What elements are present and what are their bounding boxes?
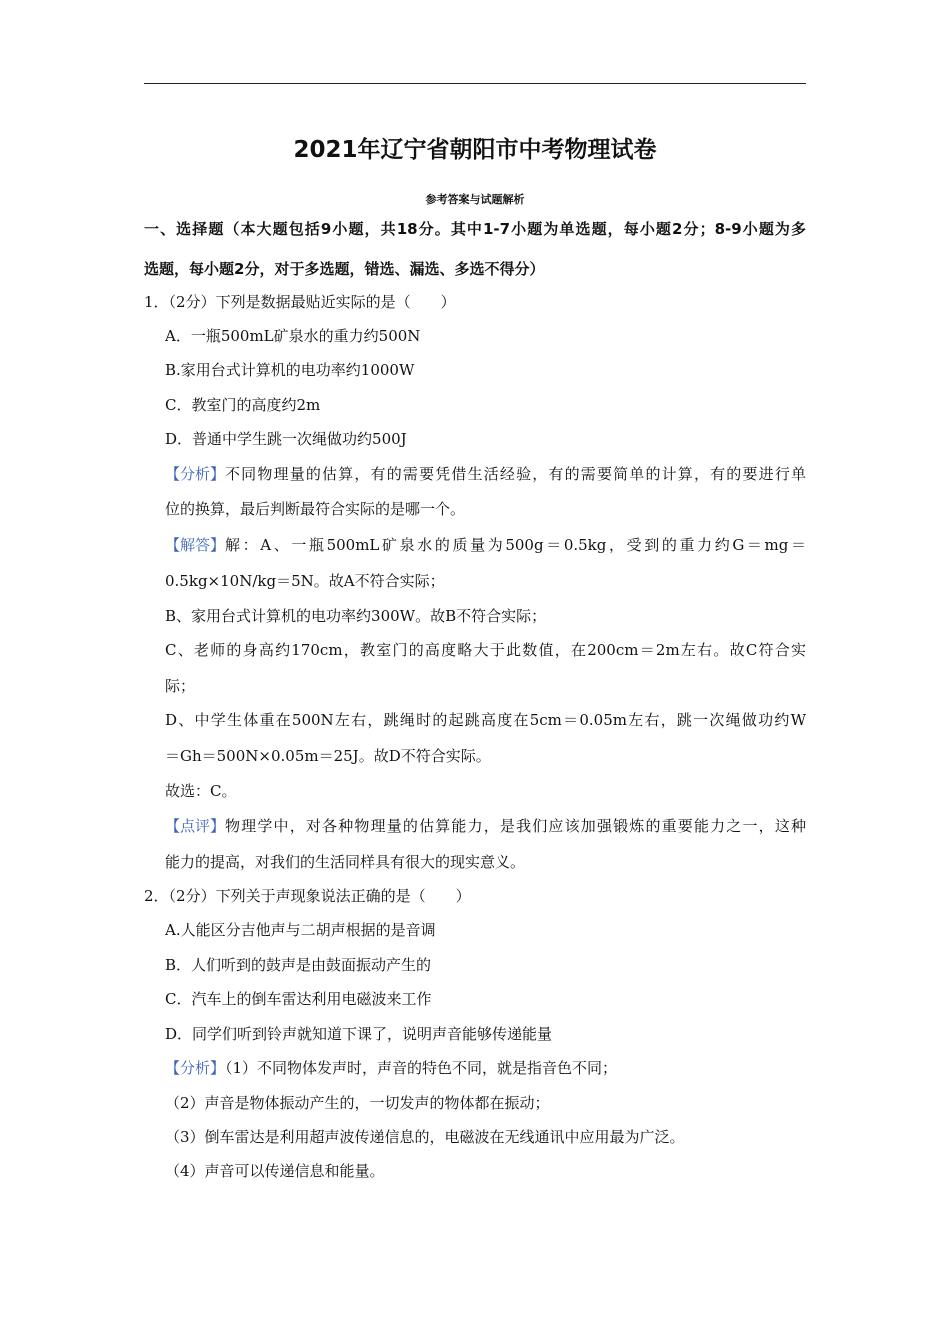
q2-option-c: C．汽车上的倒车雷达利用电磁波来工作 — [165, 990, 432, 1008]
q2-analysis-text1: （1）不同物体发声时，声音的特色不同，就是指音色不同； — [225, 1059, 618, 1077]
q1-answer-line1 — [165, 535, 806, 555]
q1-option-a: A．一瓶500mL矿泉水的重力约500N — [165, 327, 421, 345]
q2-analysis-line1 — [165, 1058, 617, 1078]
q1-analysis-line2: 位的换算，最后判断最符合实际的是哪一个。 — [165, 500, 466, 518]
q2-option-a: A.人能区分吉他声与二胡声根据的是音调 — [165, 921, 436, 939]
q1-answer-line7: ＝Gh＝500N×0.05m＝25J。故D不符合实际。 — [165, 747, 491, 765]
q1-answer-line3: B、家用台式计算机的电功率约300W。故B不符合实际； — [165, 607, 547, 625]
q1-analysis-tag: 【分析】 — [165, 465, 226, 483]
q1-option-b: B.家用台式计算机的电功率约1000W — [165, 361, 415, 379]
q2-stem: 2．（2分）下列关于声现象说法正确的是（ ） — [144, 887, 471, 905]
q1-stem: 1．（2分）下列是数据最贴近实际的是（ ） — [144, 293, 456, 311]
q2-option-b: B．人们听到的鼓声是由鼓面振动产生的 — [165, 956, 432, 974]
q1-answer-text1: 解：A、一瓶500mL矿泉水的质量为500g＝0.5kg，受到的重力约G＝mg＝ — [225, 536, 806, 554]
q1-answer-line2: 0.5kg×10N/kg＝5N。故A不符合实际； — [165, 572, 445, 590]
q1-option-c: C．教室门的高度约2m — [165, 396, 321, 414]
section-heading-line2: 选题，每小题2分，对于多选题，错选、漏选、多选不得分） — [144, 260, 545, 278]
q2-option-d: D．同学们听到铃声就知道下课了，说明声音能够传递能量 — [165, 1025, 553, 1043]
q1-answer-line5: 际； — [165, 677, 196, 695]
q2-analysis-line3: （3）倒车雷达是利用超声波传递信息的，电磁波在无线通讯中应用最为广泛。 — [165, 1128, 685, 1146]
q1-option-d: D．普通中学生跳一次绳做功约500J — [165, 430, 407, 448]
q1-comment-line1 — [165, 816, 806, 836]
q1-answer-line6: D、中学生体重在500N左右，跳绳时的起跳高度在5cm＝0.05m左右，跳一次绳做功约W — [165, 711, 806, 729]
q1-answer-tag: 【解答】 — [165, 536, 226, 554]
q1-comment-line2: 能力的提高，对我们的生活同样具有很大的现实意义。 — [165, 853, 526, 871]
q1-choice: 故选：C。 — [165, 782, 237, 800]
q2-analysis-line2: （2）声音是物体振动产生的，一切发声的物体都在振动； — [165, 1094, 550, 1112]
q1-comment-text1: 物理学中，对各种物理量的估算能力，是我们应该加强锻炼的重要能力之一，这种 — [225, 817, 806, 835]
q1-comment-tag: 【点评】 — [165, 817, 226, 835]
page-title: 2021年辽宁省朝阳市中考物理试卷 — [293, 137, 657, 163]
q2-analysis-line4: （4）声音可以传递信息和能量。 — [165, 1162, 385, 1180]
q1-analysis-line1 — [165, 464, 806, 484]
header-rule — [144, 83, 806, 84]
q2-analysis-tag: 【分析】 — [165, 1059, 226, 1077]
page-subtitle: 参考答案与试题解析 — [425, 193, 525, 206]
q1-analysis-text1: 不同物理量的估算，有的需要凭借生活经验，有的需要简单的计算，有的要进行单 — [225, 465, 806, 483]
section-heading-line1: 一、选择题（本大题包括9小题，共18分。其中1-7小题为单选题，每小题2分；8-9小题为多 — [144, 220, 806, 238]
q1-answer-line4: C、老师的身高约170cm，教室门的高度略大于此数值，在200cm＝2m左右。故C符合实 — [165, 641, 806, 659]
